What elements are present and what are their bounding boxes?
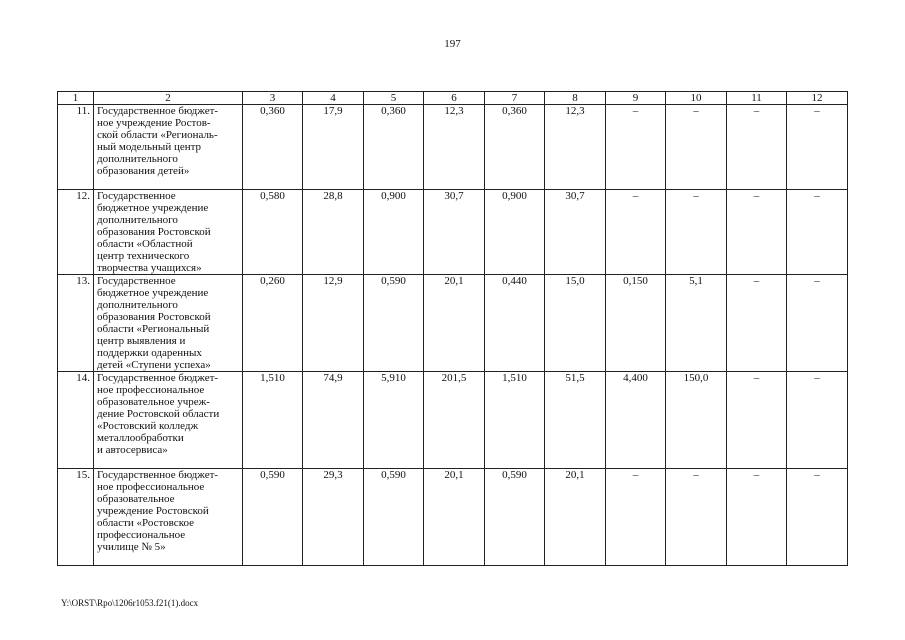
value-cell: 20,1 xyxy=(545,469,606,566)
institution-name: Государственное бюджетное учреждение дополнительного образования Ростовской области «Областной центр технического творчества учащихся» xyxy=(94,190,243,275)
value-cell: 30,7 xyxy=(424,190,485,275)
value-cell: 12,3 xyxy=(424,105,485,190)
value-cell: 0,360 xyxy=(364,105,424,190)
value-cell: 0,360 xyxy=(243,105,303,190)
value-cell: 28,8 xyxy=(303,190,364,275)
value-cell: 1,510 xyxy=(485,372,545,469)
value-cell: – xyxy=(727,190,787,275)
value-cell: – xyxy=(787,372,848,469)
row-number: 14. xyxy=(58,372,94,469)
value-cell: – xyxy=(727,372,787,469)
table-row xyxy=(58,105,848,190)
row-number: 12. xyxy=(58,190,94,275)
value-cell: – xyxy=(787,190,848,275)
value-cell: 201,5 xyxy=(424,372,485,469)
value-cell: 20,1 xyxy=(424,275,485,372)
value-cell: 29,3 xyxy=(303,469,364,566)
header-cell: 4 xyxy=(303,92,364,105)
header-cell: 11 xyxy=(727,92,787,105)
table-row xyxy=(58,190,848,275)
value-cell: 5,1 xyxy=(666,275,727,372)
value-cell: – xyxy=(787,105,848,190)
table-row xyxy=(58,469,848,566)
value-cell: 30,7 xyxy=(545,190,606,275)
value-cell: – xyxy=(727,469,787,566)
value-cell: – xyxy=(727,275,787,372)
value-cell: – xyxy=(666,469,727,566)
header-cell: 2 xyxy=(94,92,243,105)
value-cell: – xyxy=(606,469,666,566)
value-cell: 0,440 xyxy=(485,275,545,372)
header-cell: 5 xyxy=(364,92,424,105)
value-cell: 0,580 xyxy=(243,190,303,275)
header-cell: 7 xyxy=(485,92,545,105)
value-cell: 4,400 xyxy=(606,372,666,469)
value-cell: – xyxy=(606,105,666,190)
institution-name: Государственное бюджет- ное профессиональное образовательное учреж- дение Ростовской области «Ростовский колледж металлообработки и автосервиса» xyxy=(94,372,243,469)
value-cell: 0,360 xyxy=(485,105,545,190)
value-cell: 5,910 xyxy=(364,372,424,469)
value-cell: 20,1 xyxy=(424,469,485,566)
header-cell: 9 xyxy=(606,92,666,105)
header-cell: 1 xyxy=(58,92,94,105)
value-cell: 0,150 xyxy=(606,275,666,372)
header-cell: 8 xyxy=(545,92,606,105)
value-cell: 17,9 xyxy=(303,105,364,190)
header-cell: 3 xyxy=(243,92,303,105)
row-number: 15. xyxy=(58,469,94,566)
table-row xyxy=(58,372,848,469)
header-cell: 6 xyxy=(424,92,485,105)
value-cell: – xyxy=(727,105,787,190)
value-cell: 0,900 xyxy=(364,190,424,275)
value-cell: 74,9 xyxy=(303,372,364,469)
table-body xyxy=(58,92,848,566)
value-cell: – xyxy=(787,275,848,372)
value-cell: – xyxy=(606,190,666,275)
value-cell: – xyxy=(666,105,727,190)
header-cell: 12 xyxy=(787,92,848,105)
row-number: 13. xyxy=(58,275,94,372)
value-cell: – xyxy=(666,190,727,275)
page-number: 197 xyxy=(444,38,461,50)
budget-table xyxy=(57,91,848,566)
value-cell: 0,590 xyxy=(243,469,303,566)
value-cell: – xyxy=(787,469,848,566)
value-cell: 0,590 xyxy=(364,469,424,566)
value-cell: 12,9 xyxy=(303,275,364,372)
value-cell: 51,5 xyxy=(545,372,606,469)
value-cell: 150,0 xyxy=(666,372,727,469)
table-header-row xyxy=(58,92,848,105)
value-cell: 0,590 xyxy=(485,469,545,566)
value-cell: 12,3 xyxy=(545,105,606,190)
institution-name: Государственное бюджетное учреждение дополнительного образования Ростовской области «Региональный центр выявления и поддержки одаренных детей «Ступени успеха» xyxy=(94,275,243,372)
row-number: 11. xyxy=(58,105,94,190)
institution-name: Государственное бюджет- ное профессиональное образовательное учреждение Ростовской области «Ростовское профессиональное училище № 5» xyxy=(94,469,243,566)
institution-name: Государственное бюджет- ное учреждение Ростов- ской области «Региональ- ный модельный центр дополнительного образования детей» xyxy=(94,105,243,190)
value-cell: 0,260 xyxy=(243,275,303,372)
header-cell: 10 xyxy=(666,92,727,105)
table-row xyxy=(58,275,848,372)
value-cell: 0,900 xyxy=(485,190,545,275)
value-cell: 0,590 xyxy=(364,275,424,372)
value-cell: 1,510 xyxy=(243,372,303,469)
value-cell: 15,0 xyxy=(545,275,606,372)
file-path-footer: Y:\ORST\Rpo\1206r1053.f21(1).docx xyxy=(61,598,199,608)
